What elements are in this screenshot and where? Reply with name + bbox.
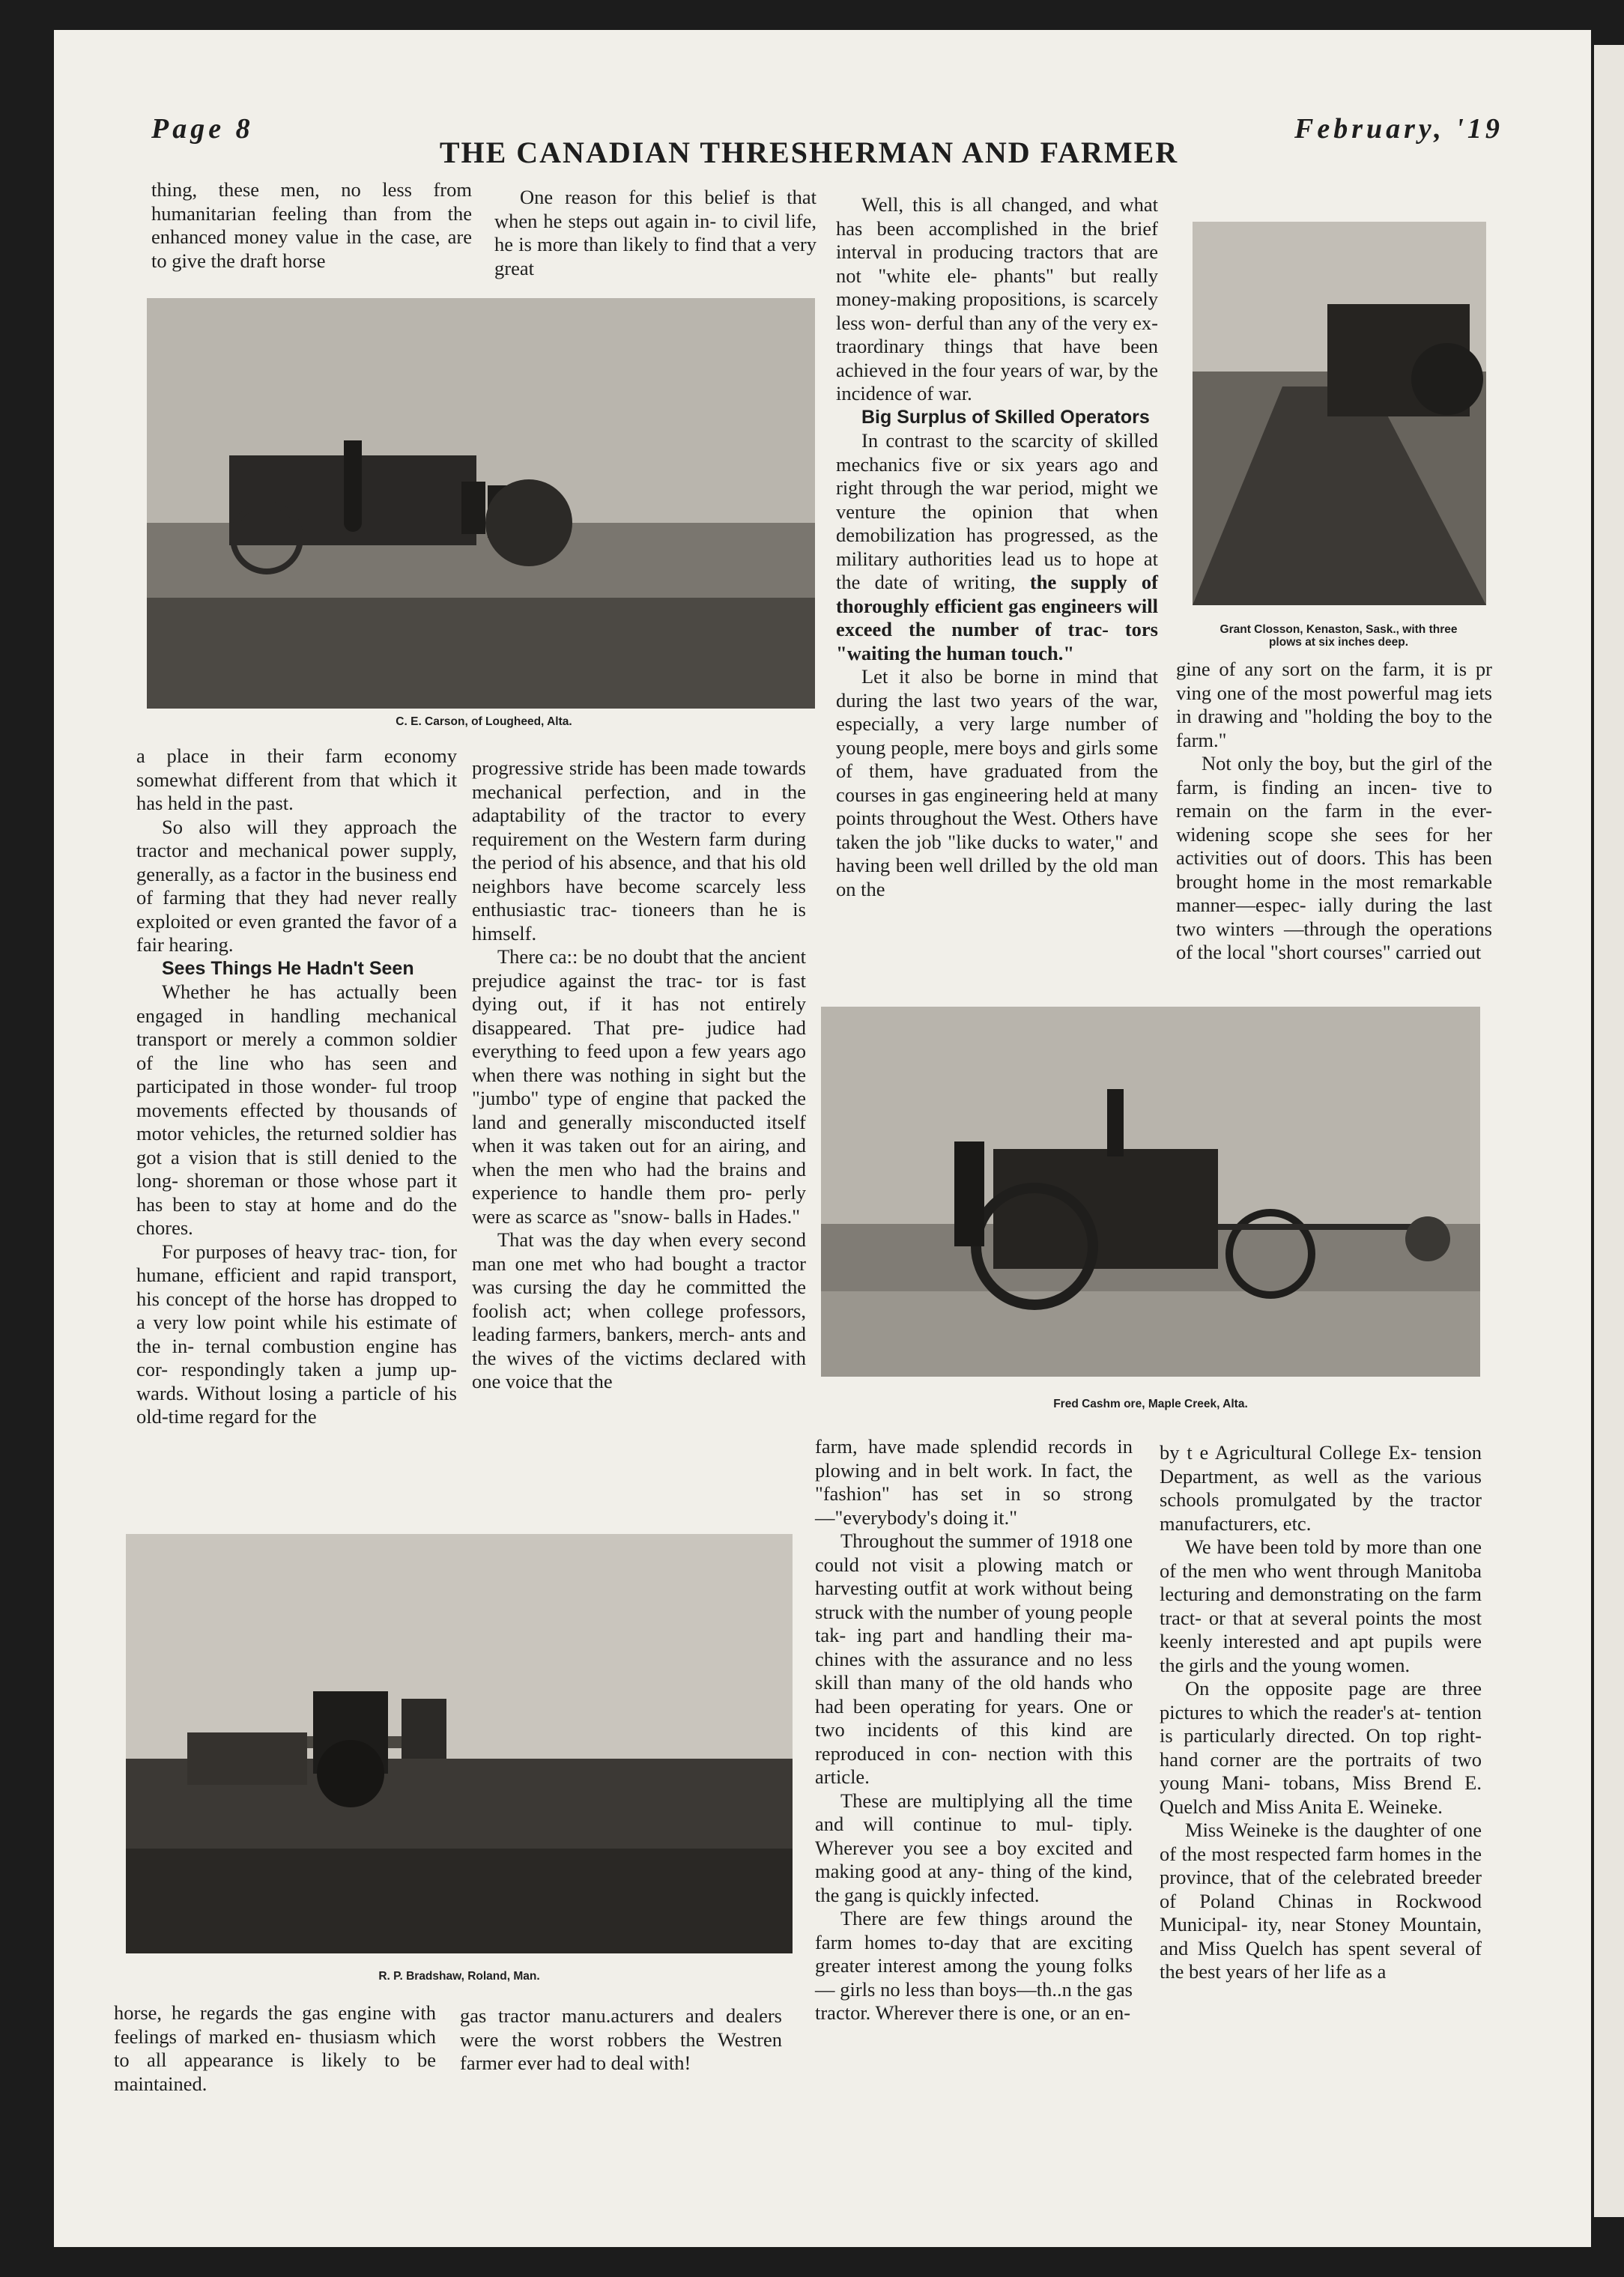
subheading: Sees Things He Hadn't Seen [162, 957, 414, 979]
photo-bradshaw-tractor [126, 1534, 793, 1953]
subheading: Big Surplus of Skilled Operators [861, 406, 1150, 428]
caption-closson [1178, 623, 1500, 649]
paragraph: So also will they approach the tractor and mechanical power supply, generally, as a factor in the business end of farming that they had never really exploited or even granted the favor of a fair hearing. [136, 815, 457, 956]
paragraph: On the opposite page are three pictures to which the reader's at- tention is particularly directed. On top right-hand corner are the portraits of two young Mani- tobans, Miss Brend E. Quelch and Miss Anita E. Weineke. [1160, 1677, 1482, 1818]
paragraph: gine of any sort on the farm, it is pr ving one of the most powerful mag iets in drawing and "holding the boy to the farm." [1176, 658, 1492, 751]
paragraph: Miss Weineke is the daughter of one of the most respected farm homes in the province, that of the celebrated breeder of Poland Chinas in Rockwood Municipal- ity, near Stoney Mountain, and Miss Quelch has spent several of the best years of her life as a [1160, 1819, 1482, 1983]
column-4-lower [1160, 1441, 1482, 1984]
issue-date: February, '19 [1294, 113, 1503, 145]
column-3-upper [836, 193, 1158, 901]
paragraph: horse, he regards the gas engine with feelings of marked en- thusiasm which to all appearance is likely to be maintained. [114, 2001, 436, 2095]
paragraph: For purposes of heavy trac- tion, for humane, efficient and rapid transport, his concept of the horse has dropped to a very low point while his estimate of the in- ternal combustion engine has cor- respondingly taken a jump up- wards. Without losing a particle of his old-time regard for the [136, 1240, 457, 1428]
column-4-upper [1176, 658, 1492, 965]
paragraph: Let it also be borne in mind that during the last two years of the war, especially, a very large number of young people, mere boys and girls some of them, have graduated from the courses in gas engineering held at many points throughout the West. Others have taken the job "like ducks to water," and having been well drilled by the old man on the [836, 665, 1158, 900]
column-1-middle [136, 745, 457, 1429]
paragraph: gas tractor manu.acturers and dealers were the worst robbers the Westren farmer ever had to deal with! [460, 2004, 782, 2074]
caption-bradshaw: R. P. Bradshaw, Roland, Man. [378, 1970, 540, 1983]
photo-carson-tractor [147, 298, 815, 709]
paragraph: We have been told by more than one of the men who went through Manitoba lecturing and demonstrating on the farm tract- or that at several points the most keenly interested and apt pupils were the girls and the young women. [1160, 1535, 1482, 1676]
paragraph-text: In contrast to the scarcity of skilled mechanics five or six years ago and right through the war period, might we venture the opinion that when demobilization has progressed, as the military authorities lead us to hope at the date of writing, [836, 429, 1158, 593]
paragraph: a place in their farm economy somewhat different from that which it has held in the past. [136, 745, 457, 814]
paragraph: thing, these men, no less from humanitarian feeling than from the enhanced money value in the case, are to give the draft horse [151, 178, 472, 272]
paragraph: That was the day when every second man one met who had bought a tractor was cursing the day he committed the foolish act; when college professors, leading farmers, bankers, merch- ants and the wives of the victims declared with one voice that the [472, 1228, 806, 1392]
column-2-top [494, 186, 816, 280]
caption-line: plows at six inches deep. [1268, 636, 1409, 649]
photo-closson-plows [1193, 222, 1486, 605]
adjacent-page-edge [1594, 45, 1624, 2217]
column-1-bottom [114, 2001, 436, 2096]
paragraph: There are few things around the farm homes to-day that are exciting greater interest among the young folks — girls no less than boys—th..n the gas tractor. Wherever there is one, or an en- [815, 1907, 1133, 2024]
paragraph: Whether he has actually been engaged in handling mechanical transport or merely a common soldier of the line who has seen and participated in those wonder- ful troop movements effected by thousands of motor vehicles, the returned soldier has got a vision that is still denied to the long- shoreman or those whose part it has been to stay at home and do the chores. [136, 980, 457, 1239]
paragraph: Not only the boy, but the girl of the farm, is finding an incen- tive to remain on the farm in the ever-widening scope she sees for her activities out of doors. This has been brought home in the most remarkable manner—espec- ially during the last two winters —through the operations of the local "short courses" carried out [1176, 752, 1492, 963]
paragraph: by t e Agricultural College Ex- tension Department, as well as the various schools promulgated by the tractor manufacturers, etc. [1160, 1441, 1482, 1535]
paragraph [836, 429, 1158, 665]
paragraph: progressive stride has been made towards mechanical perfection, and in the adaptability of the tractor to every requirement on the Western farm during the period of his absence, and that his old neighbors have become scarcely less enthusiastic trac- tioneers than he is himself. [472, 757, 806, 945]
paragraph: Well, this is all changed, and what has been accomplished in the brief interval in producing tractors that are not "white ele- phants" but really money-making propositions, is scarcely less won- derful than any of the very ex- traordinary things that have been achieved in the four years of war, by the incidence of war. [836, 193, 1158, 404]
paragraph: There ca:: be no doubt that the ancient prejudice against the trac- tor is fast dying out, if it has not entirely disappeared. That pre- judice had everything to feed upon a few years ago when there was nothing in sight but the "jumbo" type of engine that packed the land and generally misconducted itself when it was taken out for an airing, and when the men who had the brains and experience to handle them pro- perly were as scarce as "snow- balls in Hades." [472, 945, 806, 1228]
column-2-bottom [460, 2004, 782, 2076]
column-3-lower [815, 1435, 1133, 2025]
column-2-middle [472, 757, 806, 1394]
column-1-top [151, 178, 472, 273]
page-number: Page 8 [151, 113, 254, 145]
paragraph: Throughout the summer of 1918 one could not visit a plowing match or harvesting outfit at work without being struck with the number of young people tak- ing part and handling their ma- chines with the assurance and no less skill than many of the old hands who had been operating for years. One or two incidents of this kind are reproduced in con- nection with this article. [815, 1529, 1133, 1788]
bold-text: the supply of thoroughly efficient gas engineers will exceed the number of trac- tors "waiting the human touch." [836, 571, 1158, 664]
masthead-title: THE CANADIAN THRESHERMAN AND FARMER [439, 136, 1179, 169]
caption-cashmore: Fred Cashm ore, Maple Creek, Alta. [1053, 1398, 1248, 1410]
caption-line: Grant Closson, Kenaston, Sask., with three [1219, 623, 1458, 636]
paragraph: farm, have made splendid records in plowing and in belt work. In fact, the "fashion" has set in so strong—"everybody's doing it." [815, 1435, 1133, 1529]
paragraph: These are multiplying all the time and will continue to mul- tiply. Wherever you see a boy excited and making good at any- thing of the kind, the gang is quickly infected. [815, 1789, 1133, 1906]
caption-carson: C. E. Carson, of Lougheed, Alta. [396, 715, 572, 728]
paragraph: One reason for this belief is that when he steps out again in- to civil life, he is more than likely to find that a very great [494, 186, 816, 279]
photo-cashmore-tractor [821, 1007, 1480, 1377]
